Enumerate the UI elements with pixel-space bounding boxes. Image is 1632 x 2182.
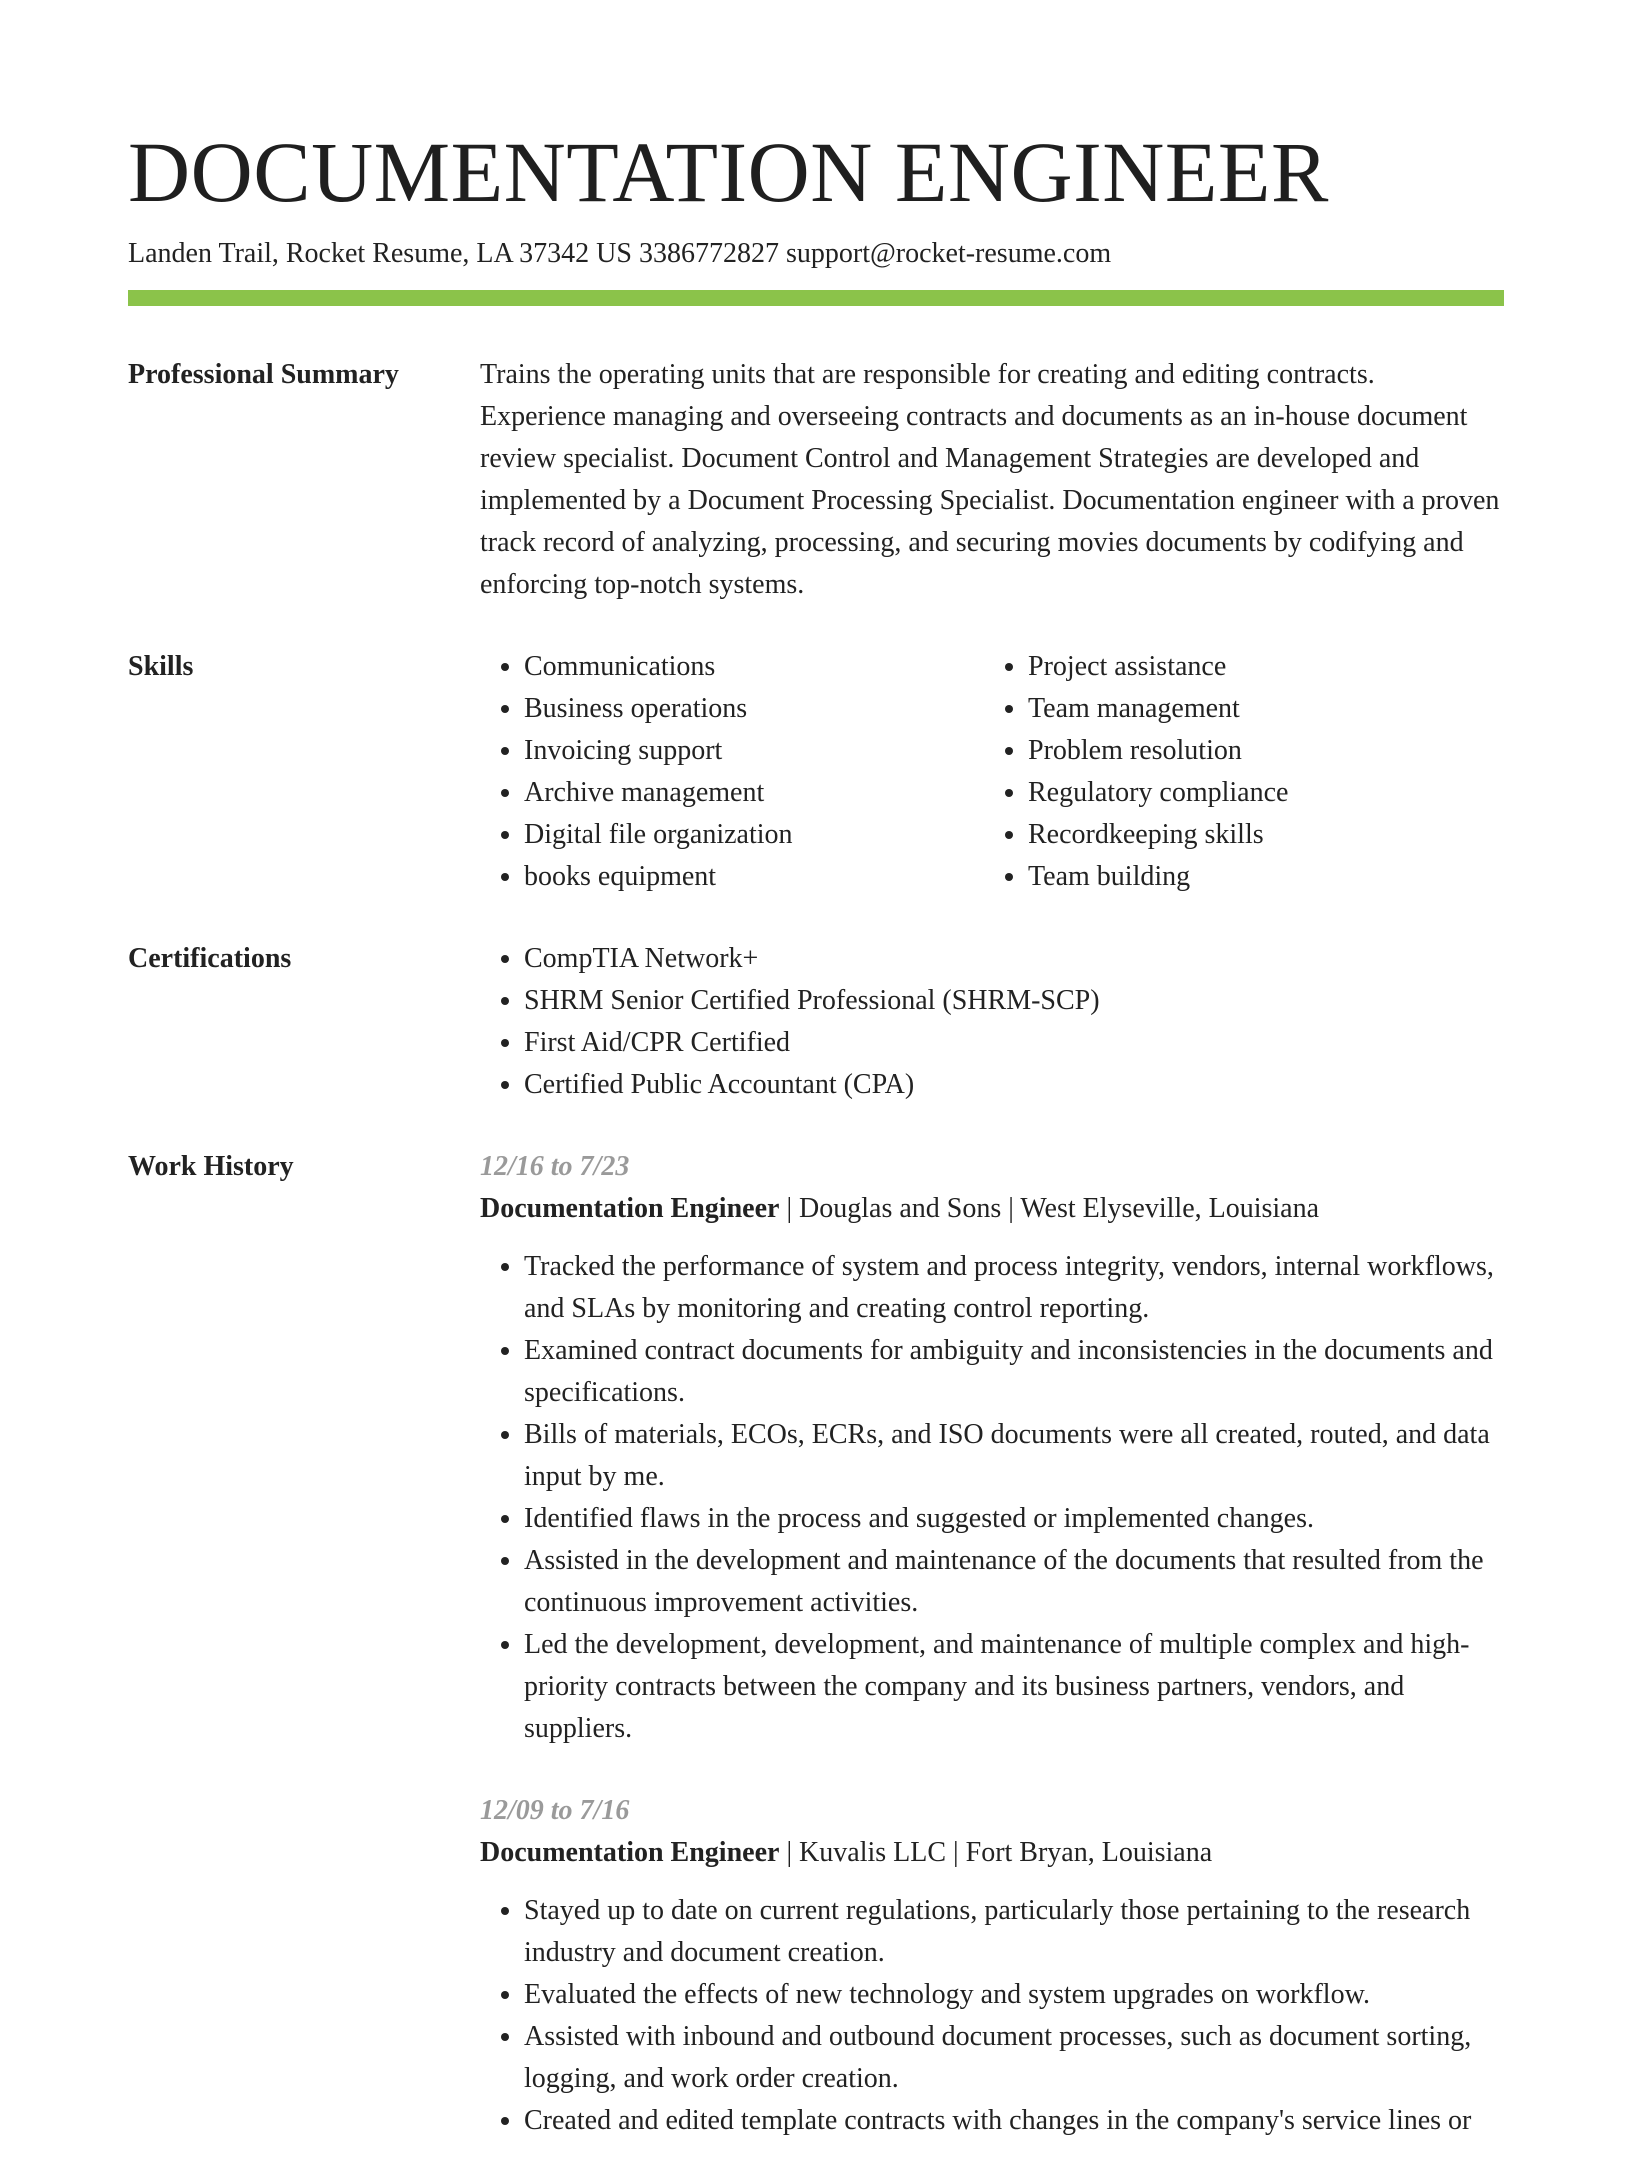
job-title: Documentation Engineer — [480, 1837, 780, 1868]
job-bullet: • Stayed up to date on current regulations, particularly those pertaining to the research industry and document creation. — [524, 1890, 1504, 1974]
skills-column-right — [984, 646, 1488, 898]
skill-item: • Problem resolution — [1028, 730, 1488, 772]
skill-item: • Communications — [524, 646, 984, 688]
certification-item: • CompTIA Network+ — [524, 938, 1504, 980]
summary-text: Trains the operating units that are responsible for creating and editing contracts. Experience managing and overseeing contracts and documents as an in-house document review specialist. Document Control and Management Strategies are developed and implemented by a Document Processing Specialist. Documentation engineer with a proven track record of analyzing, processing, and securing movies documents by codifying and enforcing top-notch systems. — [480, 359, 1500, 600]
job-bullet: • Assisted with inbound and outbound document processes, such as document sorting, logging, and work order creation. — [524, 2016, 1504, 2100]
skill-item: • books equipment — [524, 856, 984, 898]
professional-summary-section — [128, 354, 1504, 606]
skill-item: • Regulatory compliance — [1028, 772, 1488, 814]
certification-item: • SHRM Senior Certified Professional (SHRM-SCP) — [524, 980, 1504, 1022]
work-history-body — [480, 1146, 1504, 2182]
job-bullet: • Created and edited template contracts with changes in the company's service lines or — [524, 2100, 1504, 2142]
certification-item: • Certified Public Accountant (CPA) — [524, 1064, 1504, 1106]
certifications-section — [128, 938, 1504, 1106]
header-divider — [128, 290, 1504, 306]
resume-page — [128, 0, 1504, 2182]
skill-item: • Team building — [1028, 856, 1488, 898]
section-label-skills: Skills — [128, 651, 194, 682]
job-employer-location: | Douglas and Sons | West Elyseville, Louisiana — [779, 1193, 1320, 1224]
job-employer-location: | Kuvalis LLC | Fort Bryan, Louisiana — [779, 1837, 1213, 1868]
skills-section — [128, 646, 1504, 898]
skill-item: • Archive management — [524, 772, 984, 814]
candidate-name: DOCUMENTATION ENGINEER — [128, 124, 1329, 220]
skill-item: • Business operations — [524, 688, 984, 730]
job-title-line — [480, 1188, 1504, 1230]
section-label-certifications: Certifications — [128, 943, 292, 974]
job-dates: 12/09 to 7/16 — [480, 1795, 630, 1826]
skills-column-left — [480, 646, 984, 898]
skills-body — [480, 646, 1504, 898]
summary-body — [480, 354, 1504, 606]
skill-item: • Team management — [1028, 688, 1488, 730]
job-title: Documentation Engineer — [480, 1193, 780, 1224]
job-bullet: • Examined contract documents for ambiguity and inconsistencies in the documents and specifications. — [524, 1330, 1504, 1414]
skill-item: • Recordkeeping skills — [1028, 814, 1488, 856]
section-label-professional-summary: Professional Summary — [128, 359, 399, 390]
job-bullet: • Identified flaws in the process and suggested or implemented changes. — [524, 1498, 1504, 1540]
job-bullet: • Bills of materials, ECOs, ECRs, and ISO documents were all created, routed, and data input by me. — [524, 1414, 1504, 1498]
job-bullet: • Led the development, development, and maintenance of multiple complex and high-priority contracts between the company and its business partners, vendors, and suppliers. — [524, 1624, 1504, 1750]
job-bullet: • Assisted in the development and maintenance of the documents that resulted from the continuous improvement activities. — [524, 1540, 1504, 1624]
contact-line: Landen Trail, Rocket Resume, LA 37342 US 3386772827 support@rocket-resume.com — [128, 238, 1112, 269]
skill-item: • Invoicing support — [524, 730, 984, 772]
job-bullet: • Tracked the performance of system and process integrity, vendors, internal workflows, and SLAs by monitoring and creating control reporting. — [524, 1246, 1504, 1330]
job-entry — [480, 1146, 1504, 1750]
skill-item: • Project assistance — [1028, 646, 1488, 688]
certification-item: • First Aid/CPR Certified — [524, 1022, 1504, 1064]
section-label-work-history: Work History — [128, 1151, 294, 1182]
job-bullet: • Evaluated the effects of new technology and system upgrades on workflow. — [524, 1974, 1504, 2016]
job-title-line — [480, 1832, 1504, 1874]
job-entry — [480, 1790, 1504, 2142]
certifications-body — [480, 938, 1504, 1106]
job-dates: 12/16 to 7/23 — [480, 1151, 630, 1182]
skill-item: • Digital file organization — [524, 814, 984, 856]
work-history-section — [128, 1146, 1504, 2182]
